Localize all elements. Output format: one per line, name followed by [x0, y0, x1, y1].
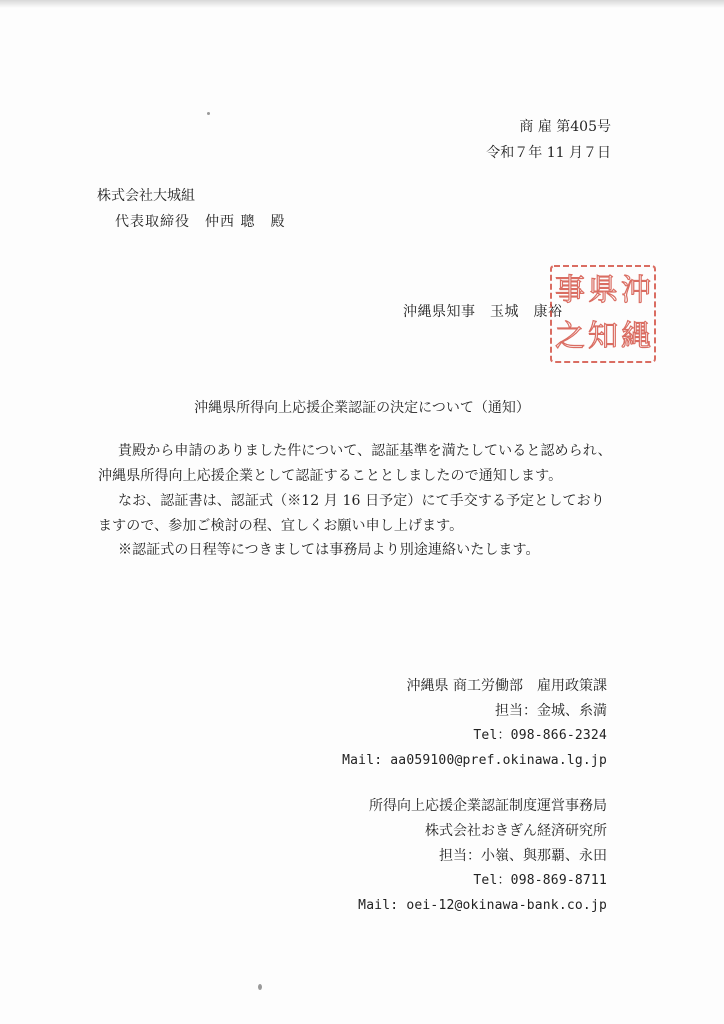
prefecture-staff: 担当：金城、糸満 — [495, 703, 607, 719]
body-paragraph-line: 貴殿から申請のありました件について、認証基準を満たしていると認められ、 — [118, 443, 612, 459]
svg-text:事: 事 — [555, 273, 585, 308]
svg-text:之: 之 — [555, 319, 585, 354]
body-note-line: ※認証式の日程等につきましては事務局より別途連絡いたします。 — [118, 542, 540, 558]
prefecture-department: 沖縄県 商工労働部 雇用政策課 — [406, 678, 607, 694]
svg-text:知: 知 — [588, 319, 618, 354]
official-seal-stamp — [547, 262, 659, 366]
body-paragraph-line: 沖縄県所得向上応援企業として認証することとしましたので通知します。 — [98, 468, 563, 484]
document-date: 令和７年 11 月７日 — [486, 145, 611, 161]
secretariat-staff: 担当：小嶺、與那覇、永田 — [439, 848, 607, 864]
body-paragraph-line: ますので、参加ご検討の程、宜しくお願い申し上げます。 — [98, 518, 464, 534]
scan-speck — [207, 112, 210, 115]
addressee-company: 株式会社大城組 — [97, 188, 195, 204]
secretariat-company: 株式会社おきぎん経済研究所 — [425, 823, 607, 839]
svg-text:県: 県 — [588, 273, 618, 308]
secretariat-organization: 所得向上応援企業認証制度運営事務局 — [369, 798, 607, 814]
secretariat-phone: Tel：098-869-8711 — [473, 873, 607, 888]
scan-speck — [258, 984, 262, 990]
svg-text:縄: 縄 — [621, 319, 651, 354]
scan-edge-shadow — [0, 0, 724, 8]
addressee-person: 代表取締役 仲西 聰 殿 — [115, 214, 286, 230]
prefecture-email: Mail: aa059100@pref.okinawa.lg.jp — [342, 753, 607, 768]
sender-name: 沖縄県知事 玉城 康裕 — [403, 304, 563, 320]
body-paragraph-line: なお、認証書は、認証式（※12 月 16 日予定）にて手交する予定としており — [118, 493, 605, 509]
subject-heading: 沖縄県所得向上応援企業認証の決定について（通知） — [194, 400, 530, 416]
prefecture-phone: Tel：098-866-2324 — [473, 728, 607, 743]
svg-text:沖: 沖 — [621, 273, 651, 308]
document-number: 商 雇 第405号 — [519, 119, 611, 135]
secretariat-email: Mail: oei-12@okinawa-bank.co.jp — [358, 898, 607, 913]
